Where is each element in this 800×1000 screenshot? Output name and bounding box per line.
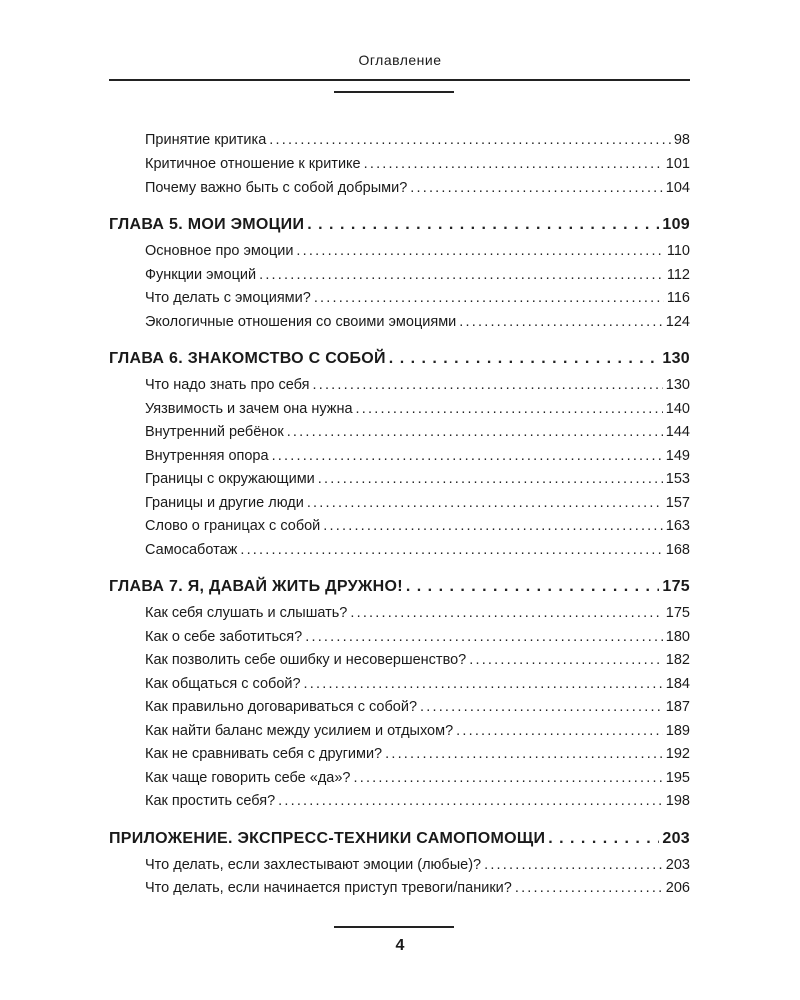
toc-chapter-page: 109 — [662, 216, 690, 233]
toc-entry-title: Как позволить себе ошибку и несовершенство? — [145, 652, 467, 668]
toc-entry-page: 149 — [665, 447, 690, 464]
toc-entry-page: 192 — [665, 746, 690, 762]
table-of-contents — [109, 128, 690, 911]
toc-entry-title: Как простить себя? — [145, 793, 276, 809]
toc-entry-page: 206 — [665, 880, 690, 896]
toc-entry-page: 203 — [665, 856, 690, 873]
toc-entry — [109, 240, 690, 264]
toc-entry-title: Как общаться с собой? — [145, 675, 301, 692]
dot-leader — [305, 626, 663, 650]
toc-entry-title: Как чаще говорить себе «да»? — [145, 769, 351, 786]
toc-entry-page: 187 — [665, 699, 690, 715]
toc-entry — [109, 176, 690, 200]
toc-entry-page: 112 — [666, 266, 690, 283]
toc-entry-page: 182 — [665, 652, 690, 668]
dot-leader — [240, 539, 662, 563]
toc-chapter-page: 203 — [662, 829, 690, 847]
toc-entry-page: 116 — [666, 290, 690, 306]
dot-leader — [259, 264, 664, 288]
toc-section — [109, 572, 690, 814]
toc-entry-title: Что делать, если начинается приступ тревоги/паники? — [145, 880, 512, 896]
toc-entry — [109, 743, 690, 767]
toc-entry-page: 140 — [665, 400, 690, 417]
toc-entry-page: 168 — [665, 541, 690, 558]
toc-entry-page: 98 — [673, 132, 690, 148]
toc-entry — [109, 515, 690, 539]
toc-entry — [109, 311, 690, 335]
toc-chapter-title: ГЛАВА 6. ЗНАКОМСТВО С СОБОЙ — [109, 350, 386, 367]
toc-section — [109, 344, 690, 562]
toc-entry-title: Как правильно договариваться с собой? — [145, 699, 418, 715]
toc-entry — [109, 468, 690, 492]
dot-leader — [484, 854, 663, 878]
toc-entry-title: Функции эмоций — [145, 266, 257, 283]
dot-leader — [312, 374, 662, 398]
toc-entry-page: 104 — [665, 180, 690, 196]
toc-entry — [109, 398, 690, 422]
toc-entry — [109, 673, 690, 697]
toc-entry-title: Критичное отношение к критике — [145, 156, 361, 172]
footer-rule — [334, 926, 454, 928]
dot-leader — [296, 240, 663, 264]
toc-entry — [109, 128, 690, 152]
toc-entry — [109, 877, 690, 901]
toc-entry — [109, 767, 690, 791]
toc-entry-page: 189 — [665, 722, 690, 739]
toc-entry — [109, 720, 690, 744]
toc-entry-title: Внутренний ребёнок — [145, 424, 284, 440]
toc-entry-title: Экологичные отношения со своими эмоциями — [145, 313, 457, 330]
toc-entry — [109, 602, 690, 626]
toc-entry-title: Как не сравнивать себя с другими? — [145, 746, 383, 762]
toc-entry-title: Самосаботаж — [145, 541, 238, 558]
dot-leader — [318, 468, 663, 492]
toc-entry — [109, 287, 690, 311]
dot-leader — [323, 515, 663, 539]
dot-leader — [515, 877, 663, 901]
dot-leader — [287, 421, 663, 445]
toc-entry — [109, 374, 690, 398]
toc-entry — [109, 790, 690, 814]
toc-entry-title: Границы с окружающими — [145, 471, 315, 487]
toc-entry-title: Слово о границах с собой — [145, 518, 321, 534]
dot-leader — [364, 152, 663, 176]
dot-leader — [354, 767, 663, 791]
toc-entry-title: Границы и другие люди — [145, 494, 304, 511]
toc-entry-page: 184 — [665, 675, 690, 692]
running-head: Оглавление — [358, 52, 442, 68]
dot-leader — [350, 602, 662, 626]
toc-entry-page: 175 — [665, 605, 690, 621]
toc-entry — [109, 445, 690, 469]
dot-leader — [459, 311, 663, 335]
toc-entry-page: 163 — [665, 518, 690, 534]
toc-entry-title: Внутренняя опора — [145, 447, 269, 464]
toc-entry — [109, 264, 690, 288]
dot-leader — [420, 696, 663, 720]
toc-entry-page: 101 — [665, 156, 690, 172]
toc-chapter-title: ГЛАВА 7. Я, ДАВАЙ ЖИТЬ ДРУЖНО! — [109, 578, 403, 595]
toc-chapter-entry — [109, 210, 690, 240]
toc-entry-title: Как о себе заботиться? — [145, 628, 303, 645]
toc-entry-title: Как себя слушать и слышать? — [145, 605, 348, 621]
toc-entry-title: Уязвимость и зачем она нужна — [145, 400, 353, 417]
page-number: 4 — [395, 937, 405, 954]
toc-entry — [109, 492, 690, 516]
toc-entry — [109, 696, 690, 720]
toc-chapter-title: ГЛАВА 5. МОИ ЭМОЦИИ — [109, 216, 305, 233]
toc-entry-page: 153 — [665, 471, 690, 487]
dot-leader — [548, 824, 659, 854]
toc-entry-page: 195 — [665, 769, 690, 786]
toc-entry-page: 198 — [665, 793, 690, 809]
dot-leader — [410, 176, 663, 200]
toc-section — [109, 210, 690, 334]
dot-leader — [307, 492, 663, 516]
dot-leader — [272, 445, 663, 469]
dot-leader — [356, 398, 663, 422]
toc-chapter-page: 130 — [662, 350, 690, 367]
toc-entry-page: 144 — [665, 424, 690, 440]
dot-leader — [307, 210, 659, 240]
header-rule — [109, 79, 690, 81]
toc-entry — [109, 854, 690, 878]
dot-leader — [304, 673, 663, 697]
toc-section — [109, 824, 690, 901]
toc-chapter-entry — [109, 824, 690, 854]
dot-leader — [389, 344, 660, 374]
dot-leader — [278, 790, 663, 814]
dot-leader — [385, 743, 663, 767]
dot-leader — [469, 649, 663, 673]
toc-chapter-entry — [109, 572, 690, 602]
toc-entry-page: 130 — [665, 377, 690, 393]
toc-section — [109, 128, 690, 200]
toc-entry-title: Что делать, если захлестывают эмоции (любые)? — [145, 856, 482, 873]
dot-leader — [406, 572, 660, 602]
toc-chapter-page: 175 — [662, 578, 690, 595]
toc-entry-title: Принятие критика — [145, 132, 267, 148]
toc-chapter-title: ПРИЛОЖЕНИЕ. ЭКСПРЕСС-ТЕХНИКИ САМОПОМОЩИ — [109, 829, 546, 847]
toc-entry — [109, 421, 690, 445]
toc-entry-page: 157 — [665, 494, 690, 511]
toc-entry — [109, 152, 690, 176]
toc-entry-page: 110 — [666, 243, 690, 259]
toc-entry-title: Почему важно быть с собой добрыми? — [145, 180, 408, 196]
dot-leader — [456, 720, 663, 744]
toc-entry-title: Что делать с эмоциями? — [145, 290, 311, 306]
toc-entry-title: Как найти баланс между усилием и отдыхом? — [145, 722, 454, 739]
toc-entry — [109, 626, 690, 650]
dot-leader — [269, 128, 671, 152]
toc-entry-page: 124 — [665, 313, 690, 330]
toc-entry — [109, 539, 690, 563]
toc-entry — [109, 649, 690, 673]
dot-leader — [314, 287, 664, 311]
header-short-rule — [334, 91, 454, 93]
toc-chapter-entry — [109, 344, 690, 374]
toc-entry-page: 180 — [665, 628, 690, 645]
toc-entry-title: Основное про эмоции — [145, 243, 294, 259]
toc-entry-title: Что надо знать про себя — [145, 377, 310, 393]
